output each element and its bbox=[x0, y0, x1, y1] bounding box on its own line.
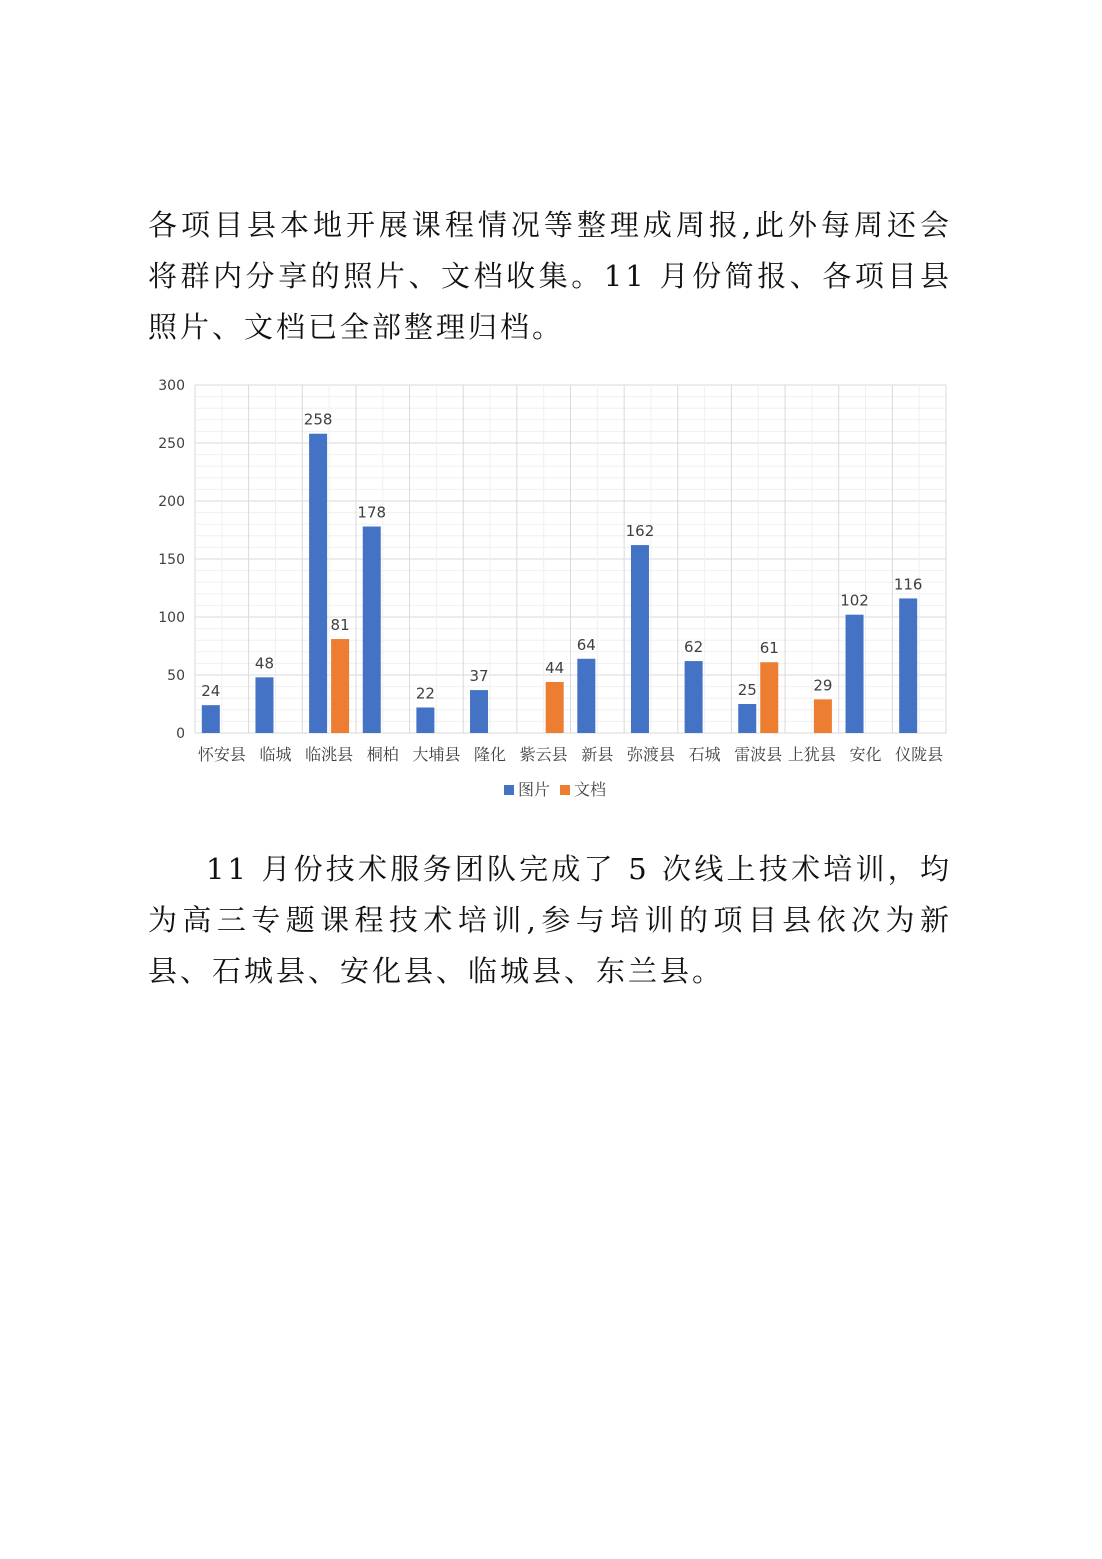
legend-swatch bbox=[504, 785, 514, 795]
x-tick-label: 新县 bbox=[581, 745, 614, 764]
bar-图片 bbox=[846, 615, 864, 733]
y-tick-label: 300 bbox=[158, 378, 185, 394]
x-tick-label: 临城 bbox=[259, 745, 292, 764]
data-label: 24 bbox=[201, 682, 221, 701]
y-tick-label: 100 bbox=[158, 610, 185, 626]
bar-图片 bbox=[363, 527, 381, 733]
body-paragraph-2: 11 月份技术服务团队完成了 5 次线上技术培训，均为高三专题课程技术培训,参与培训的项目县依次为新县、石城县、安化县、临城县、东兰县。 bbox=[148, 852, 952, 988]
data-label: 25 bbox=[737, 681, 757, 699]
bar-图片 bbox=[470, 690, 488, 733]
x-tick-label: 大埔县 bbox=[412, 745, 461, 764]
data-label: 162 bbox=[625, 522, 655, 541]
bar-文档 bbox=[331, 639, 349, 733]
y-tick-label: 250 bbox=[158, 436, 185, 452]
x-tick-label: 上犹县 bbox=[787, 745, 836, 764]
bar-图片 bbox=[416, 707, 434, 733]
data-label: 61 bbox=[759, 639, 779, 658]
data-label: 62 bbox=[684, 638, 704, 657]
data-label: 29 bbox=[813, 676, 833, 695]
bar-文档 bbox=[760, 662, 778, 733]
bar-图片 bbox=[577, 659, 595, 733]
legend-swatch bbox=[560, 785, 570, 795]
y-tick-label: 50 bbox=[167, 668, 185, 684]
data-label: 37 bbox=[469, 667, 489, 686]
bar-图片 bbox=[202, 705, 220, 733]
bar-图片 bbox=[899, 598, 917, 733]
y-tick-label: 0 bbox=[176, 726, 185, 742]
bar-文档 bbox=[546, 682, 564, 733]
x-tick-label: 临洮县 bbox=[305, 745, 354, 764]
bar-图片 bbox=[309, 434, 327, 733]
x-tick-label: 紫云县 bbox=[519, 745, 568, 764]
legend-label: 图片 bbox=[518, 780, 551, 799]
x-tick-label: 仪陇县 bbox=[895, 745, 944, 764]
bar-图片 bbox=[685, 661, 703, 733]
bar-图片 bbox=[738, 704, 756, 733]
bar-chart bbox=[150, 370, 955, 820]
data-label: 64 bbox=[576, 635, 596, 654]
data-label: 44 bbox=[545, 658, 565, 677]
x-tick-label: 隆化 bbox=[474, 745, 507, 764]
x-tick-label: 安化 bbox=[849, 745, 882, 764]
bar-图片 bbox=[631, 545, 649, 733]
chart-svg bbox=[150, 370, 955, 820]
data-label: 178 bbox=[357, 503, 387, 522]
data-label: 258 bbox=[303, 410, 333, 429]
y-tick-label: 150 bbox=[158, 552, 185, 568]
bar-文档 bbox=[814, 699, 832, 733]
x-tick-label: 石城 bbox=[688, 745, 721, 764]
data-label: 81 bbox=[330, 616, 350, 635]
body-paragraph-1: 各项目县本地开展课程情况等整理成周报,此外每周还会将群内分享的照片、文档收集。11 月份简报、各项目县照片、文档已全部整理归档。 bbox=[148, 208, 952, 344]
y-tick-label: 200 bbox=[158, 494, 185, 510]
x-tick-label: 弥渡县 bbox=[626, 745, 675, 764]
data-label: 102 bbox=[840, 591, 869, 610]
x-tick-label: 怀安县 bbox=[197, 745, 246, 764]
x-tick-label: 雷波县 bbox=[734, 745, 783, 764]
data-label: 116 bbox=[893, 575, 923, 594]
bar-图片 bbox=[255, 677, 273, 733]
data-label: 22 bbox=[415, 684, 435, 703]
data-label: 48 bbox=[254, 654, 275, 673]
x-tick-label: 桐柏 bbox=[366, 745, 399, 764]
legend-label: 文档 bbox=[574, 780, 607, 799]
